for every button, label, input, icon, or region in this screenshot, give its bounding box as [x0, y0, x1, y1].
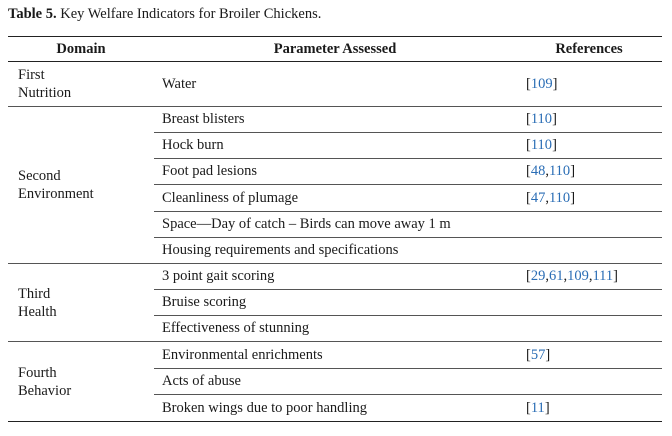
references-cell: [110]	[516, 133, 662, 159]
references-cell: [57]	[516, 342, 662, 369]
parameter-cell: Cleanliness of plumage	[154, 185, 516, 212]
parameter-cell: Effectiveness of stunning	[154, 316, 516, 342]
reference-link[interactable]: 110	[530, 137, 553, 153]
references-cell	[516, 369, 662, 395]
reference-link[interactable]: 57	[530, 346, 546, 363]
references-cell: [48,110]	[516, 159, 662, 185]
table-caption	[8, 6, 321, 23]
parameter-cell: 3 point gait scoring	[154, 264, 516, 290]
reference-link[interactable]: 110	[530, 111, 553, 127]
references-cell	[516, 290, 662, 316]
parameter-cell: Housing requirements and specifications	[154, 238, 516, 264]
parameter-cell: Space—Day of catch – Birds can move away 1 m	[154, 212, 516, 238]
table-row	[8, 62, 662, 107]
caption-label: Table 5.	[8, 6, 57, 22]
header-domain: Domain	[8, 37, 154, 62]
parameter-cell: Bruise scoring	[154, 290, 516, 316]
references-cell: [110]	[516, 107, 662, 133]
domain-cell	[8, 342, 154, 422]
references-cell	[516, 316, 662, 342]
parameter-cell: Breast blisters	[154, 107, 516, 133]
references-cell: [29,61,109,111]	[516, 264, 662, 290]
table-row	[8, 264, 662, 290]
references-cell	[516, 238, 662, 264]
header-parameter: Parameter Assessed	[154, 37, 516, 62]
references-cell	[516, 212, 662, 238]
reference-link[interactable]: 110	[548, 163, 571, 179]
domain-name: Health	[18, 303, 57, 320]
references-cell: [11]	[516, 395, 662, 422]
reference-link[interactable]: 111	[592, 268, 614, 284]
references-cell: [47,110]	[516, 185, 662, 212]
domain-cell	[8, 264, 154, 342]
reference-link[interactable]: 61	[548, 268, 564, 284]
header-references: References	[516, 37, 662, 62]
reference-link[interactable]: 48	[530, 163, 546, 179]
parameter-cell: Foot pad lesions	[154, 159, 516, 185]
table-row	[8, 342, 662, 369]
reference-link[interactable]: 29	[530, 268, 546, 284]
parameter-cell: Acts of abuse	[154, 369, 516, 395]
reference-link[interactable]: 47	[530, 189, 546, 206]
caption-text: Key Welfare Indicators for Broiler Chickens.	[56, 6, 322, 22]
domain-name: Environment	[18, 186, 94, 202]
domain-cell	[8, 107, 154, 264]
reference-link[interactable]: 110	[548, 189, 571, 206]
parameter-cell: Water	[154, 62, 516, 107]
parameter-cell: Environmental enrichments	[154, 342, 516, 369]
reference-link[interactable]: 109	[567, 268, 589, 284]
table-body	[8, 62, 662, 422]
domain-ordinal: Third	[18, 285, 51, 302]
welfare-indicators-table	[8, 36, 662, 422]
references-cell: [109]	[516, 62, 662, 107]
domain-name: Nutrition	[18, 85, 72, 101]
table-row	[8, 107, 662, 133]
header-row	[8, 37, 662, 62]
reference-link[interactable]: 109	[530, 75, 553, 92]
domain-ordinal: Second	[18, 168, 61, 184]
domain-name: Behavior	[18, 382, 72, 399]
domain-cell	[8, 62, 154, 107]
domain-ordinal: Fourth	[18, 364, 57, 381]
reference-link[interactable]: 11	[530, 399, 545, 416]
parameter-cell: Hock burn	[154, 133, 516, 159]
parameter-cell: Broken wings due to poor handling	[154, 395, 516, 422]
domain-ordinal: First	[18, 67, 45, 83]
